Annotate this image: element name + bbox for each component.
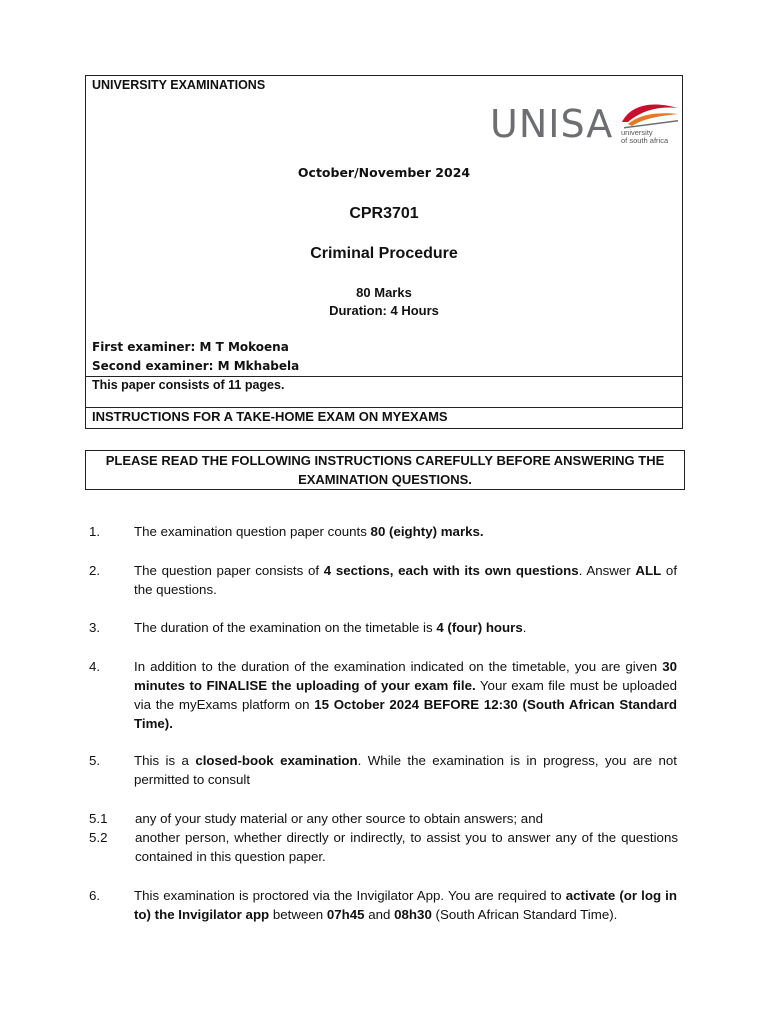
item-number: 2. [89,563,101,578]
item-number: 1. [89,524,101,539]
notice-line-1: PLEASE READ THE FOLLOWING INSTRUCTIONS CAREFULLY BEFORE ANSWERING THE [105,453,665,468]
item-text: In addition to the duration of the examination indicated on the timetable, you are given 30 minutes to FINALISE the uploading of your exam file. Your exam file must be uploaded via the myExams platform on 15 October 2024 BEFORE 12:30 (South African Standard Time). [134,659,677,731]
exam-header-box [85,75,683,429]
exam-session: October/November 2024 [297,165,471,180]
divider [86,376,682,377]
item-number: 5.2 [89,830,108,845]
item-text: This examination is proctored via the Invigilator App. You are required to activate (or log in to) the Invigilator app between 07h45 and 08h30 (South African Standard Time). [134,888,677,922]
first-examiner: First examiner: M T Mokoena [92,340,289,354]
university-examinations-label: UNIVERSITY EXAMINATIONS [92,78,266,92]
item-number: 5. [89,753,101,768]
read-instructions-notice [85,450,685,490]
exam-duration: Duration: 4 Hours [329,303,439,318]
divider [86,407,682,408]
item-number: 5.1 [89,811,108,826]
item-number: 6. [89,888,101,903]
unisa-logo [490,100,678,148]
course-code: CPR3701 [349,205,419,222]
item-text: any of your study material or any other source to obtain answers; and [135,811,543,826]
instructions-heading: INSTRUCTIONS FOR A TAKE-HOME EXAM ON MYEXAMS [92,409,448,424]
item-text: another person, whether directly or indirectly, to assist you to answer any of the questions contained in this question paper. [135,830,678,864]
unisa-wordmark: UNISA [490,102,614,146]
page-count-note: This paper consists of 11 pages. [92,378,285,392]
total-marks: 80 Marks [356,285,412,300]
course-title: Criminal Procedure [310,245,458,262]
item-text: The examination question paper counts 80 (eighty) marks. [134,524,484,539]
second-examiner: Second examiner: M Mkhabela [92,359,300,373]
item-text: The duration of the examination on the timetable is 4 (four) hours. [134,620,527,635]
item-text: The question paper consists of 4 sections, each with its own questions. Answer ALL of the questions. [134,563,678,597]
logo-subtitle-university: university [621,128,653,137]
unisa-flame-icon [620,100,680,130]
item-text: This is a closed-book examination. While the examination is in progress, you are not permitted to consult [134,753,677,787]
logo-subtitle-south-africa: of south africa [621,136,669,145]
notice-line-2: EXAMINATION QUESTIONS. [298,472,472,487]
item-number: 4. [89,659,101,674]
item-number: 3. [89,620,101,635]
